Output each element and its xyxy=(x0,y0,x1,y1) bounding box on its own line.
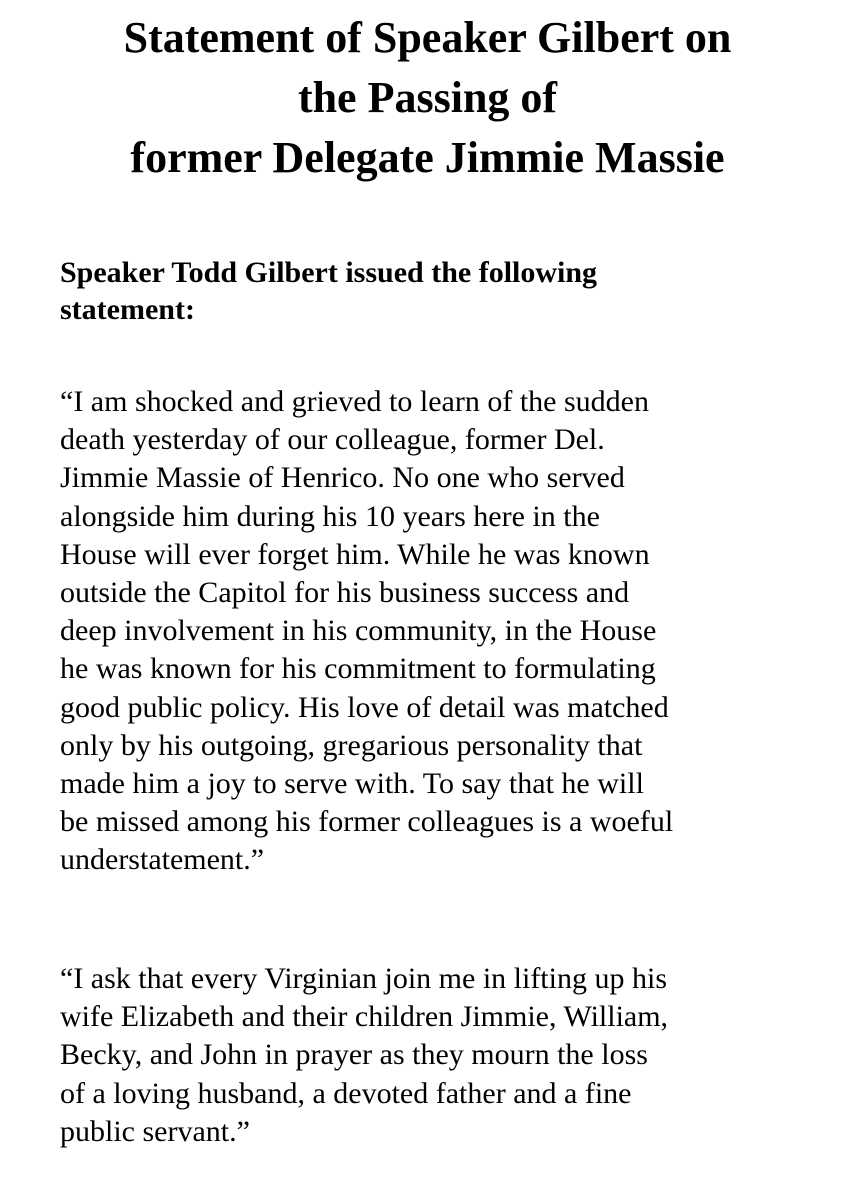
paragraph-line: wife Elizabeth and their children Jimmie, William, xyxy=(60,1000,669,1034)
paragraph-line: Becky, and John in prayer as they mourn the loss xyxy=(60,1038,648,1072)
intro-line: statement: xyxy=(60,293,195,326)
statement-paragraph-1 xyxy=(60,383,830,880)
paragraph-line: outside the Capitol for his business success and xyxy=(60,576,630,610)
paragraph-line: “I ask that every Virginian join me in lifting up his xyxy=(60,962,667,995)
paragraph-line: House will ever forget him. While he was known xyxy=(60,537,650,571)
paragraph-line: Jimmie Massie of Henrico. No one who served xyxy=(60,461,625,495)
title-line: the Passing of xyxy=(297,73,558,122)
paragraph-line: only by his outgoing, gregarious personality that xyxy=(60,728,643,762)
title-line: Statement of Speaker Gilbert on xyxy=(123,13,732,62)
paragraph-line: made him a joy to serve with. To say that he will xyxy=(60,767,644,801)
paragraph-line: understatement.” xyxy=(60,843,265,877)
paragraph-line: be missed among his former colleagues is a woeful xyxy=(60,805,674,839)
paragraph-line: “I am shocked and grieved to learn of the sudden xyxy=(60,385,649,418)
paragraph-line: public servant.” xyxy=(60,1114,250,1148)
title-line: former Delegate Jimmie Massie xyxy=(130,133,725,182)
statement-paragraph-2 xyxy=(60,960,830,1151)
paragraph-line: he was known for his commitment to formulating xyxy=(60,652,656,686)
paragraph-line: death yesterday of our colleague, former Del. xyxy=(60,423,605,457)
paragraph-line: deep involvement in his community, in the House xyxy=(60,614,657,648)
paragraph-line: good public policy. His love of detail was matched xyxy=(60,690,669,724)
statement-title xyxy=(0,8,855,188)
paragraph-line: alongside him during his 10 years here in the xyxy=(60,499,600,533)
intro-line: Speaker Todd Gilbert issued the following xyxy=(60,256,598,289)
statement-intro xyxy=(60,254,820,328)
paragraph-line: of a loving husband, a devoted father and a fine xyxy=(60,1076,632,1110)
